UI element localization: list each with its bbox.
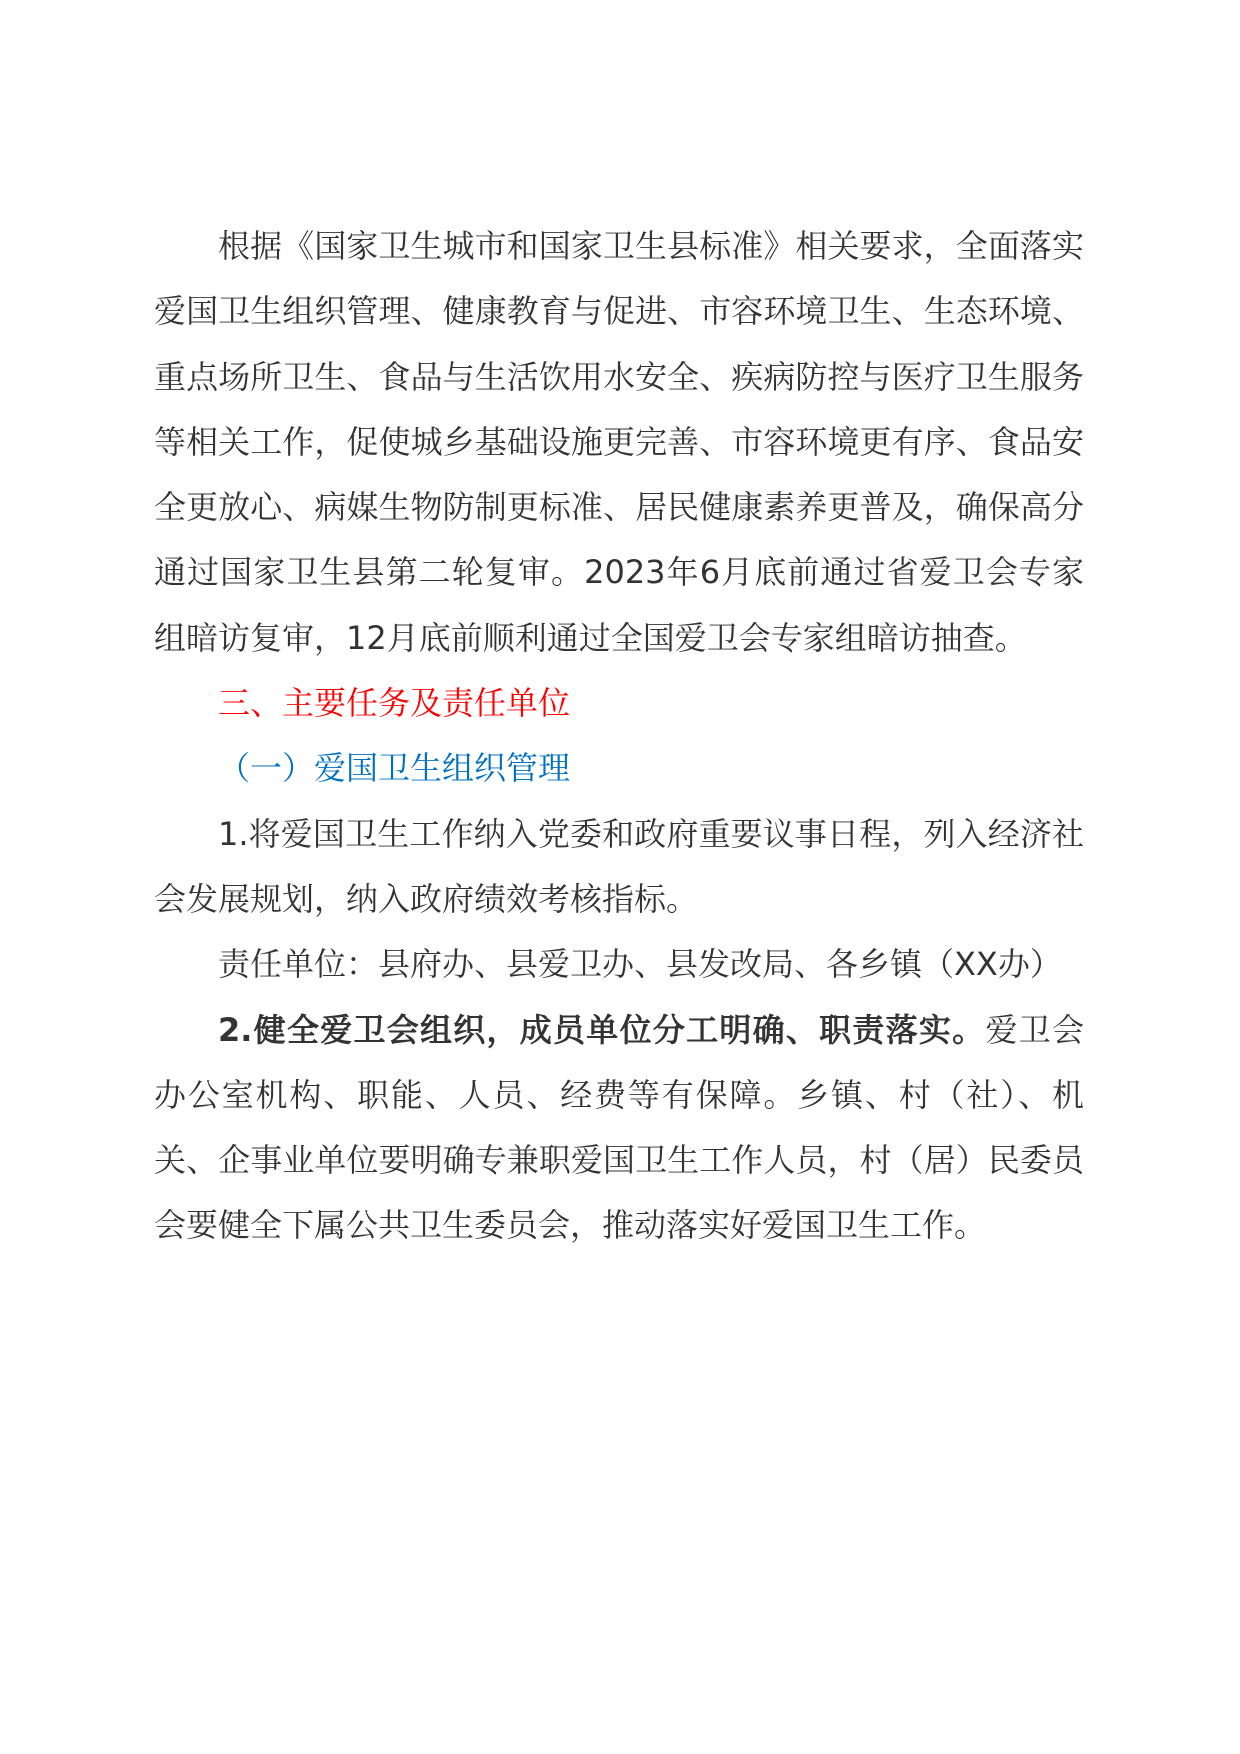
section-heading: 三、主要任务及责任单位 — [218, 684, 571, 723]
subsection-heading: （一）爱国卫生组织管理 — [218, 749, 571, 788]
item-1-responsibility: 责任单位：县府办、县爱卫办、县发改局、各乡镇（XX办） — [218, 945, 1062, 984]
item-2-body: 爱卫会办公室机构、职能、人员、经费等有保障。乡镇、村（社）、机关、企事业单位要明确专兼职爱国卫生工作人员，村（居）民委员会要健全下属公共卫生委员会，推动落实好爱国卫生工作。 — [154, 1010, 1084, 1245]
item-1-text: 1.将爱国卫生工作纳入党委和政府重要议事日程，列入经济社会发展规划，纳入政府绩效考核指标。 — [154, 814, 1084, 918]
item-2-lead: 2.健全爱卫会组织，成员单位分工明确、职责落实。 — [218, 1010, 986, 1049]
intro-paragraph: 根据《国家卫生城市和国家卫生县标准》相关要求，全面落实爱国卫生组织管理、健康教育与促进、市容环境卫生、生态环境、重点场所卫生、食品与生活饮用水安全、疾病防控与医疗卫生服务等相关工作，促使城乡基础设施更完善、市容环境更有序、食品安全更放心、病媒生物防制更标准、居民健康素养更普及，确保高分通过国家卫生县第二轮复审。2023年6月底前通过省爱卫会专家组暗访复审，12月底前顺利通过全国爱卫会专家组暗访抽查。 — [154, 227, 1084, 657]
item-2-paragraph — [154, 998, 1084, 1259]
document-page — [154, 214, 1084, 1259]
